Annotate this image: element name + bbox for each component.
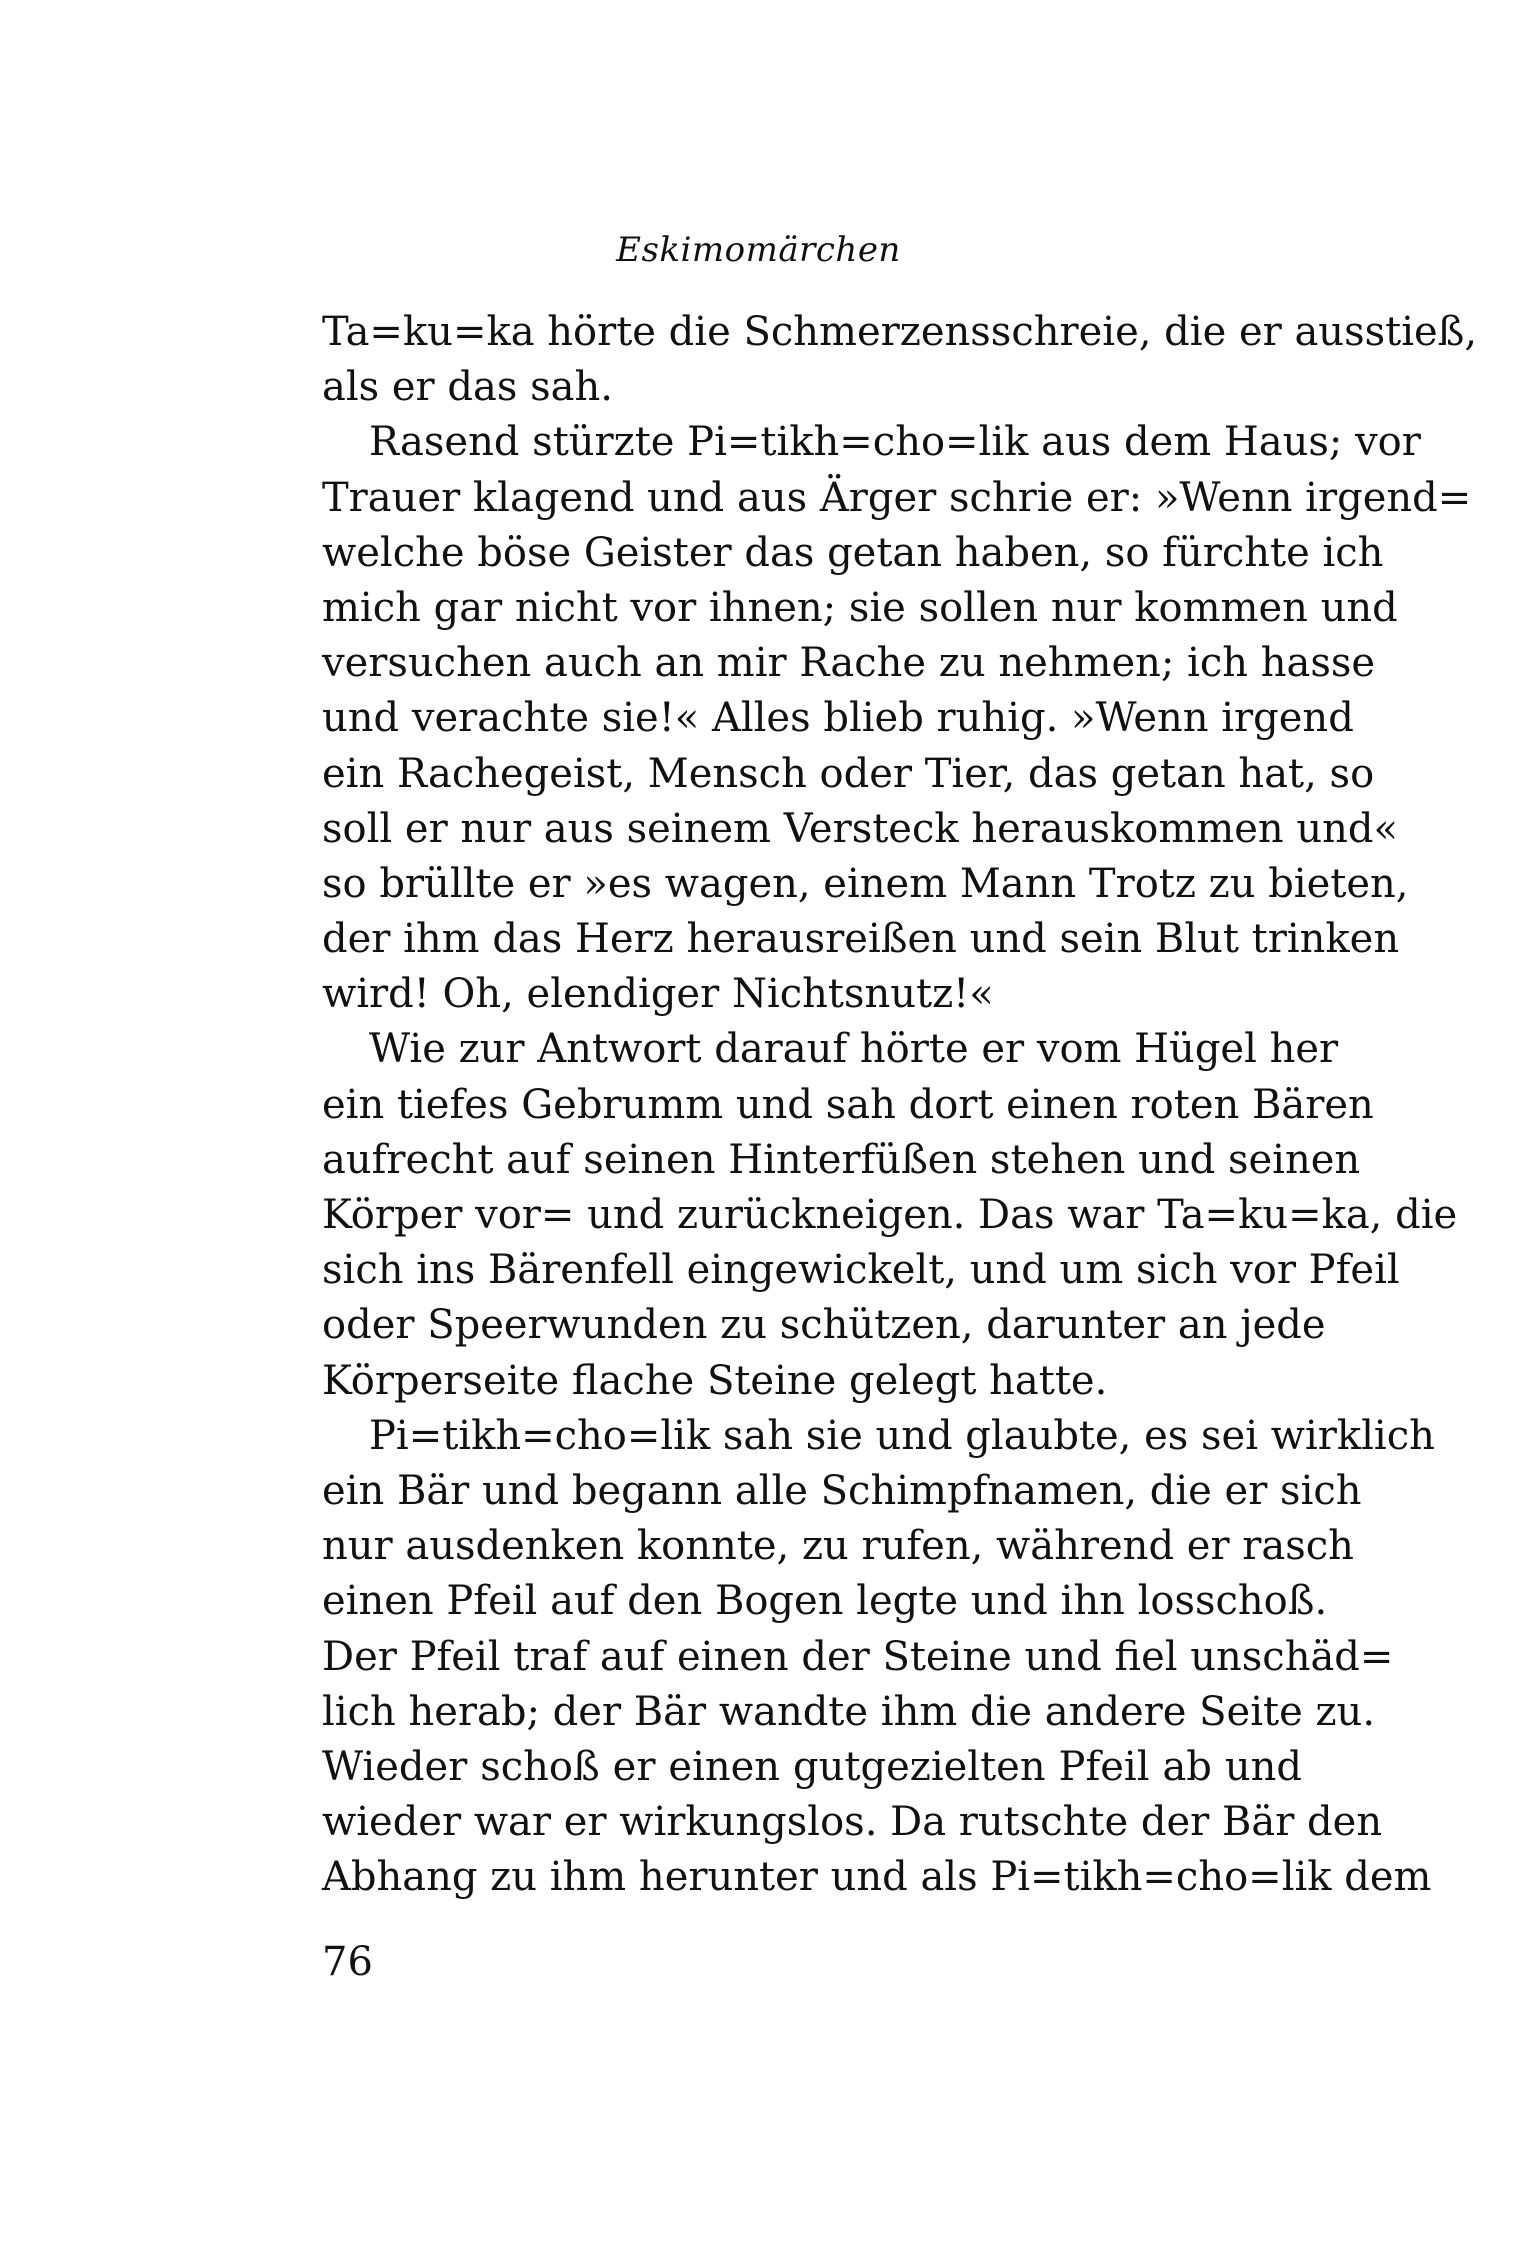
text-line: oder Speerwunden zu schützen, darunter an jede [322,1302,1326,1349]
text-line: Pi=tikh=cho=lik sah sie und glaubte, es sei wirklich [369,1412,1435,1459]
page-number: 76 [322,1939,373,1985]
text-line: Trauer klagend und aus Ärger schrie er: »Wenn irgend= [322,474,1472,521]
text-line: der ihm das Herz herausreißen und sein Blut trinken [322,916,1400,963]
text-line: ein tiefes Gebrumm und sah dort einen roten Bären [322,1081,1374,1128]
running-head: Eskimomärchen [616,230,901,270]
text-line: aufrecht auf seinen Hinterfüßen stehen und seinen [322,1136,1361,1183]
text-line: Körper vor= und zurückneigen. Das war Ta=ku=ka, die [322,1192,1458,1238]
text-line: lich herab; der Bär wandte ihm die andere Seite zu. [322,1688,1376,1735]
text-line: Wie zur Antwort darauf hörte er vom Hügel her [369,1026,1339,1073]
text-line: Der Pfeil traf auf einen der Steine und fiel unschäd= [322,1633,1394,1680]
text-line: Wieder schoß er einen gutgezielten Pfeil ab und [322,1743,1302,1790]
text-line: Ta=ku=ka hörte die Schmerzensschreie, die er ausstieß, [322,309,1478,355]
text-line: mich gar nicht vor ihnen; sie sollen nur kommen und [322,584,1398,631]
text-line: ein Bär und begann alle Schimpfnamen, die er sich [322,1467,1362,1514]
text-line: nur ausdenken konnte, zu rufen, während er rasch [322,1523,1354,1570]
text-line: Abhang zu ihm herunter und als Pi=tikh=cho=lik dem [322,1854,1432,1901]
text-line: und verachte sie!« Alles blieb ruhig. »Wenn irgend [322,695,1354,742]
text-line: so brüllte er »es wagen, einem Mann Trotz zu bieten, [322,860,1409,907]
text-line: versuchen auch an mir Rache zu nehmen; ich hasse [322,640,1376,687]
text-line: welche böse Geister das getan haben, so fürchte ich [322,529,1384,576]
text-line: wird! Oh, elendiger Nichtsnutz!« [322,971,994,1018]
body-text [322,305,1478,1905]
text-line: soll er nur aus seinem Versteck herauskommen und« [322,805,1398,852]
text-line: ein Rachegeist, Mensch oder Tier, das getan hat, so [322,750,1375,797]
text-line: Körperseite flache Steine gelegt hatte. [322,1357,1108,1404]
text-line: als er das sah. [322,364,613,411]
text-line: wieder war er wirkungslos. Da rutschte der Bär den [322,1799,1383,1846]
text-line: einen Pfeil auf den Bogen legte und ihn losschoß. [322,1578,1328,1625]
text-line: Rasend stürzte Pi=tikh=cho=lik aus dem Haus; vor [369,419,1421,466]
text-line: sich ins Bärenfell eingewickelt, und um sich vor Pfeil [322,1247,1400,1294]
